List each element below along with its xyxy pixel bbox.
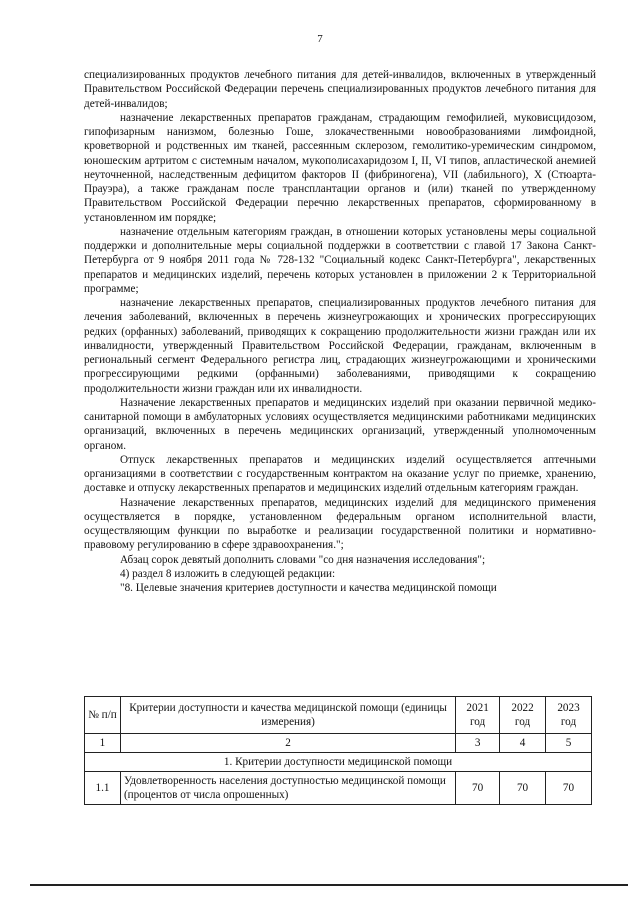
row-value-2022: 70 bbox=[500, 772, 546, 805]
paragraph: специализированных продуктов лечебного питания для детей-инвалидов, включенных в утвержденный Правительством Российской Федерации перечень специализированных продуктов лечебного питания для детей-инвалидов; bbox=[84, 69, 596, 110]
row-num: 1.1 bbox=[85, 772, 121, 805]
paragraph: Отпуск лекарственных препаратов и медицинских изделий осуществляется аптечными организациями в соответствии с государственным контрактом на оказание услуг по приемке, хранению, доставке и отпуску лекарственных препаратов и медицинских изделий отдельным категориям граждан. bbox=[84, 453, 596, 495]
header-criteria: Критерии доступности и качества медицинской помощи (единицы измерения) bbox=[120, 697, 455, 734]
column-number-row bbox=[85, 734, 592, 753]
header-num: № п/п bbox=[85, 697, 121, 734]
table-header-row bbox=[85, 697, 592, 734]
column-number: 3 bbox=[456, 734, 500, 753]
criteria-table bbox=[84, 696, 592, 805]
header-2021: 2021 год bbox=[456, 697, 500, 734]
row-value-2021: 70 bbox=[456, 772, 500, 805]
body-text bbox=[84, 68, 596, 595]
paragraph: Абзац сорок девятый дополнить словами "со дня назначения исследования"; bbox=[120, 553, 486, 566]
column-number: 5 bbox=[546, 734, 592, 753]
paragraph: 4) раздел 8 изложить в следующей редакции: bbox=[120, 567, 336, 580]
page-number: 7 bbox=[317, 33, 323, 45]
column-number: 4 bbox=[500, 734, 546, 753]
table-row bbox=[85, 772, 592, 805]
paragraph: Назначение лекарственных препаратов и медицинских изделий при оказании первичной медико-санитарной помощи в амбулаторных условиях осуществляется медицинскими работниками медицинских организаций, включенных в перечень медицинских организаций, утвержденный уполномоченным органом. bbox=[84, 396, 596, 452]
column-number: 2 bbox=[120, 734, 455, 753]
header-2023: 2023 год bbox=[546, 697, 592, 734]
section-title: 1. Критерии доступности медицинской помощи bbox=[85, 753, 592, 772]
paragraph: назначение лекарственных препаратов гражданам, страдающим гемофилией, муковисцидозом, гипофизарным нанизмом, болезнью Гоше, злокачественными новообразованиями лимфоидной, кроветворной и родственных им тканей, рассеянным склерозом, гемолитико-уремическим синдромом, юношеским артритом с системным началом, мукополисахаридозом I, II, VI типов, апластической анемией неуточненной, наследственным дефицитом факторов II (фибриногена), VII (лабильного), X (Стюарта-Прауэра), а также гражданам после трансплантации органов и (или) тканей по утвержденному Правительством Российской Федерации перечню лекарственных препаратов, сформированному в установленном им порядке; bbox=[84, 111, 596, 224]
section-row bbox=[85, 753, 592, 772]
paragraph: назначение отдельным категориям граждан, в отношении которых установлены меры социальной поддержки и дополнительные меры социальной поддержки в соответствии с главой 17 Закона Санкт-Петербурга от 9 ноября 2011 года № 728-132 "Социальный кодекс Санкт-Петербурга", лекарственных препаратов и медицинских изделий, перечень которых установлен в приложении 2 к Территориальной программе; bbox=[84, 225, 596, 295]
header-2022: 2022 год bbox=[500, 697, 546, 734]
bottom-divider bbox=[30, 884, 628, 886]
column-number: 1 bbox=[85, 734, 121, 753]
row-criteria: Удовлетворенность населения доступностью медицинской помощи (процентов от числа опрошенных) bbox=[120, 772, 455, 805]
paragraph: Назначение лекарственных препаратов, медицинских изделий для медицинского применения осуществляется в порядке, установленном федеральным органом исполнительной власти, осуществляющим функции по выработке и реализации государственной политики и нормативно-правовому регулированию в сфере здравоохранения."; bbox=[84, 496, 596, 552]
row-value-2023: 70 bbox=[546, 772, 592, 805]
paragraph: назначение лекарственных препаратов, специализированных продуктов лечебного питания для лечения заболеваний, включенных в перечень жизнеугрожающих и хронических прогрессирующих редких (орфанных) заболеваний, приводящих к сокращению продолжительности жизни граждан или их инвалидности, утвержденный Правительством Российской Федерации, гражданам, включенным в региональный сегмент Федерального регистра лиц, страдающих жизнеугрожающими и хроническими прогрессирующими редкими (орфанными) заболеваниями, приводящими к сокращению продолжительности жизни граждан или их инвалидности. bbox=[84, 297, 596, 395]
section-heading: "8. Целевые значения критериев доступности и качества медицинской помощи bbox=[120, 582, 497, 594]
